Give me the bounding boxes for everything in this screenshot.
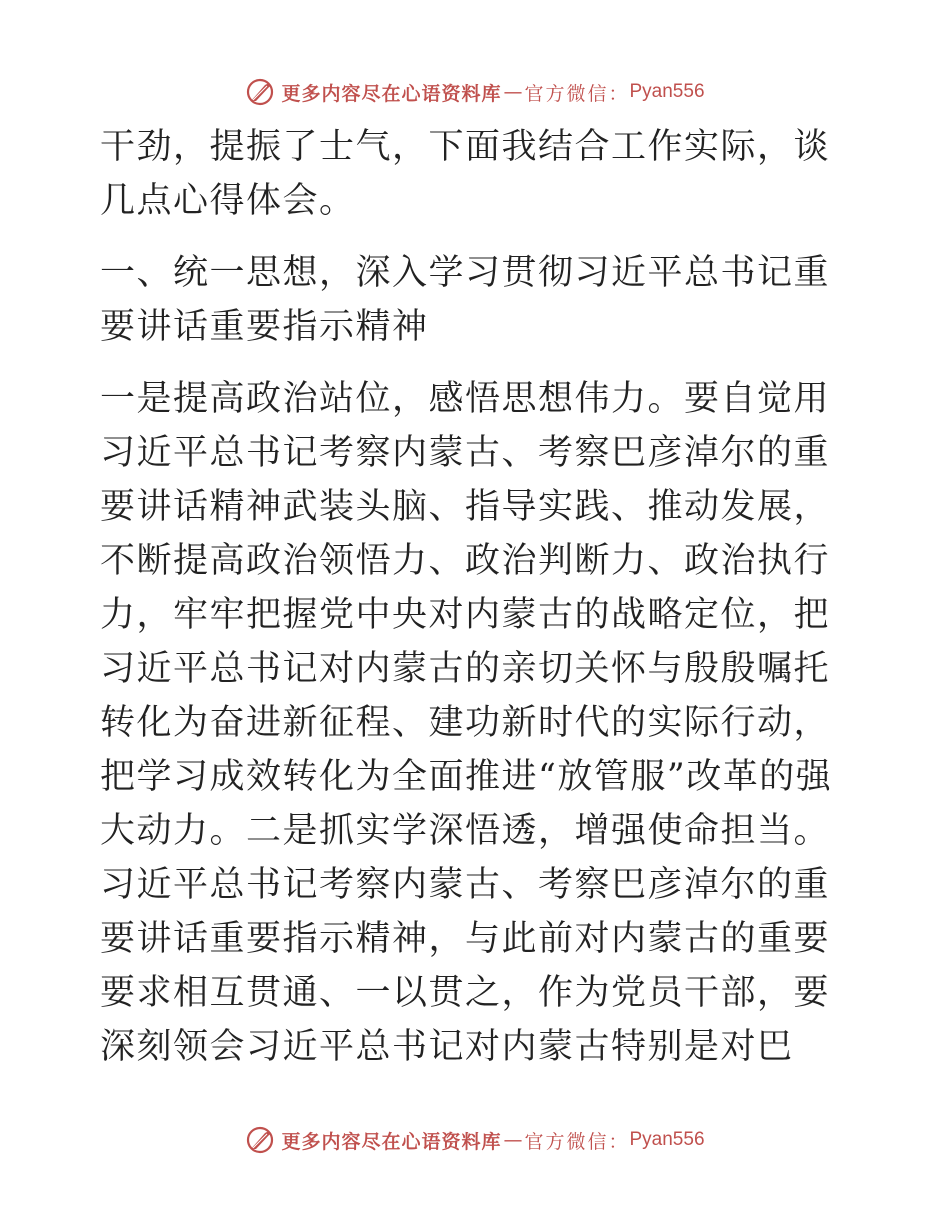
banner-wechat-label: 官方微信：: [524, 1130, 630, 1153]
banner-brand-text: 更多内容尽在心语资料库: [281, 1130, 502, 1153]
quill-pen-icon: [245, 77, 275, 107]
banner-wechat-label: 官方微信：: [524, 82, 630, 105]
banner-dash: —: [503, 1129, 523, 1151]
document-body: [100, 120, 850, 1074]
body-paragraph-main: 一是提高政治站位，感悟思想伟力。要自觉用习近平总书记考察内蒙古、考察巴彦淖尔的重要讲话精神武装头脑、指导实践、推动发展，不断提高政治领悟力、政治判断力、政治执行力，牢牢把握党中央对内蒙古的战略定位，把习近平总书记对内蒙古的亲切关怀与殷殷嘱托转化为奋进新征程、建功新时代的实际行动，把学习成效转化为全面推进“放管服”改革的强大动力。二是抓实学深悟透，增强使命担当。习近平总书记考察内蒙古、考察巴彦淖尔的重要讲话重要指示精神，与此前对内蒙古的重要要求相互贯通、一以贯之，作为党员干部，要深刻领会习近平总书记对内蒙古特别是对巴: [100, 379, 833, 1067]
body-paragraph-continuation: 干劲，提振了士气，下面我结合工作实际，谈几点心得体会。: [100, 127, 831, 221]
footer-banner: [0, 1120, 950, 1160]
banner-wechat-id: Pyan556: [629, 81, 705, 102]
quill-pen-icon: [245, 1125, 275, 1155]
header-banner: [0, 72, 950, 112]
banner-dash: —: [503, 81, 523, 103]
section-heading: 一、统一思想，深入学习贯彻习近平总书记重要讲话重要指示精神: [100, 253, 831, 347]
banner-wechat-id: Pyan556: [629, 1129, 705, 1150]
banner-brand-text: 更多内容尽在心语资料库: [281, 82, 502, 105]
